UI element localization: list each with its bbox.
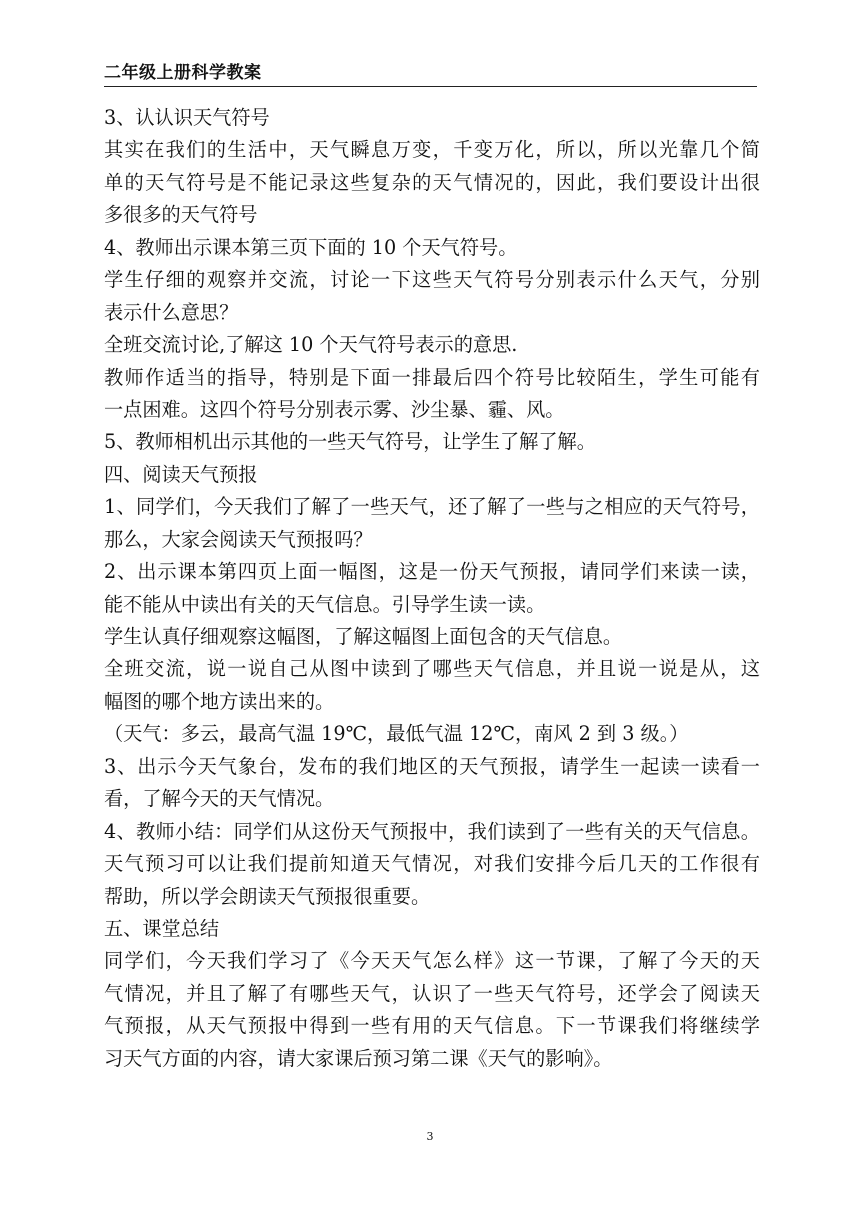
text-line: 五、课堂总结	[104, 916, 220, 940]
page-number: 3	[426, 1130, 434, 1143]
text-line: 学生仔细的观察并交流，讨论一下这些天气符号分别表示什么天气，分别	[104, 268, 760, 292]
text-line: 同学们，今天我们学习了《今天天气怎么样》这一节课，了解了今天的天	[104, 949, 760, 973]
text-line: 4、教师小结：同学们从这份天气预报中，我们读到了一些有关的天气信息。	[104, 819, 760, 843]
text-line: 单的天气符号是不能记录这些复杂的天气情况的，因此，我们要设计出很	[104, 170, 760, 194]
text-line: 看，了解今天的天气情况。	[104, 787, 335, 811]
text-line: 气情况，并且了解了有哪些天气，认识了一些天气符号，还学会了阅读天	[104, 981, 760, 1005]
text-line: 1、同学们，今天我们了解了一些天气，还了解了一些与之相应的天气符号，	[104, 495, 760, 519]
text-line: 四、阅读天气预报	[104, 462, 258, 486]
page-header	[104, 62, 757, 87]
text-line: 能不能从中读出有关的天气信息。引导学生读一读。	[104, 592, 546, 616]
text-line: 习天气方面的内容，请大家课后预习第二课《天气的影响》。	[104, 1046, 613, 1070]
text-line: 5、教师相机出示其他的一些天气符号，让学生了解了解。	[104, 430, 596, 454]
text-line: 那么，大家会阅读天气预报吗？	[104, 527, 373, 551]
text-line: 4、教师出示课本第三页下面的 10 个天气符号。	[104, 235, 518, 259]
text-line: 气预报，从天气预报中得到一些有用的天气信息。下一节课我们将继续学	[104, 1014, 760, 1038]
text-line: 全班交流讨论,了解这 10 个天气符号表示的意思.	[104, 333, 518, 357]
text-line: 表示什么意思？	[104, 300, 239, 324]
text-line: 天气预习可以让我们提前知道天气情况，对我们安排今后几天的工作很有	[104, 852, 760, 876]
text-line: 学生认真仔细观察这幅图，了解这幅图上面包含的天气信息。	[104, 625, 623, 648]
header-title: 二年级上册科学教案	[104, 63, 262, 83]
document-body	[104, 102, 760, 1075]
text-line: 幅图的哪个地方读出来的。	[104, 689, 335, 713]
text-line: 教师作适当的指导，特别是下面一排最后四个符号比较陌生，学生可能有	[104, 365, 760, 389]
text-line: 3、出示今天气象台，发布的我们地区的天气预报，请学生一起读一读看一	[104, 754, 760, 778]
text-line: 3、认认识天气符号	[104, 106, 270, 129]
text-line: 帮助，所以学会朗读天气预报很重要。	[104, 884, 431, 908]
text-line: （天气：多云，最高气温 19℃，最低气温 12℃，南风 2 到 3 级。）	[104, 722, 689, 746]
text-line: 2、出示课本第四页上面一幅图，这是一份天气预报，请同学们来读一读，	[104, 560, 760, 584]
text-line: 全班交流，说一说自己从图中读到了哪些天气信息，并且说一说是从，这	[104, 657, 760, 681]
text-line: 一点困难。这四个符号分别表示雾、沙尘暴、霾、风。	[104, 397, 565, 421]
text-line: 其实在我们的生活中，天气瞬息万变，千变万化，所以，所以光靠几个简	[104, 138, 760, 162]
text-line: 多很多的天气符号	[104, 203, 258, 227]
